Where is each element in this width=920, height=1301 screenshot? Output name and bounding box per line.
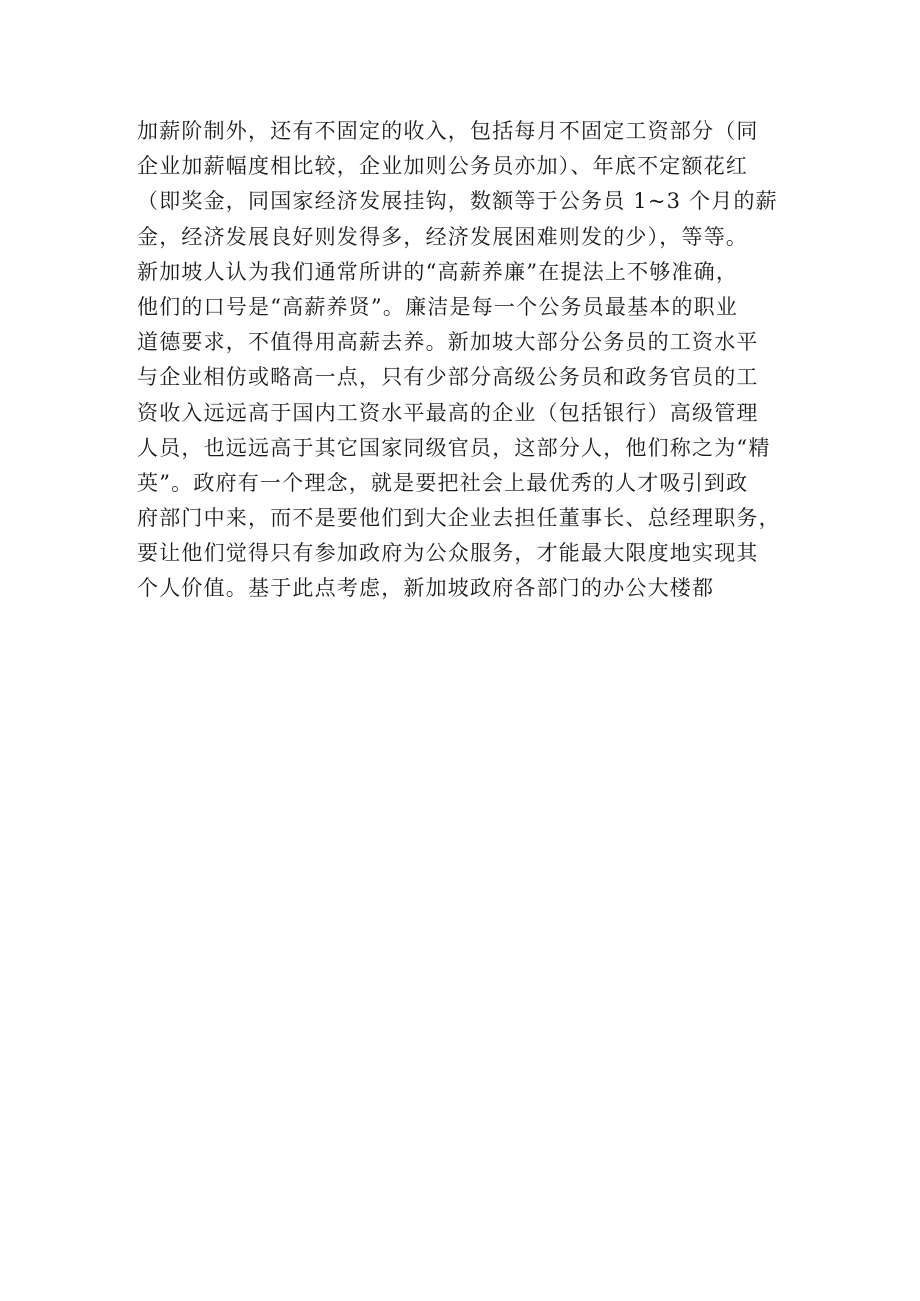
text-line: 要让他们觉得只有参加政府为公众服务，才能最大限度地实现其 bbox=[137, 541, 759, 566]
text-line: 金，经济发展良好则发得多，经济发展困难则发的少），等等。 bbox=[137, 224, 749, 249]
text-line: 资收入远远高于国内工资水平最高的企业（包括银行）高级管理 bbox=[137, 400, 759, 425]
text-line: 府部门中来，而不是要他们到大企业去担任董事长、总经理职务， bbox=[137, 506, 781, 531]
text-line: （即奖金，同国家经济发展挂钩，数额等于公务员 1~3 个月的薪 bbox=[137, 189, 778, 214]
body-paragraph bbox=[137, 114, 837, 607]
text-line: 他们的口号是“高薪养贤”。廉洁是每一个公务员最基本的职业 bbox=[137, 294, 739, 319]
text-line: 人员，也远远高于其它国家同级官员，这部分人，他们称之为“精 bbox=[137, 435, 771, 460]
text-line: 道德要求，不值得用高薪去养。新加坡大部分公务员的工资水平 bbox=[137, 330, 759, 355]
text-line: 加薪阶制外，还有不固定的收入，包括每月不固定工资部分（同 bbox=[137, 119, 759, 143]
text-line: 与企业相仿或略高一点，只有少部分高级公务员和政务官员的工 bbox=[137, 365, 759, 390]
text-line: 企业加薪幅度相比较，企业加则公务员亦加）、年底不定额花红 bbox=[137, 154, 749, 179]
text-line: 英”。政府有一个理念，就是要把社会上最优秀的人才吸引到政 bbox=[137, 470, 749, 495]
text-line: 新加坡人认为我们通常所讲的“高薪养廉”在提法上不够准确， bbox=[137, 259, 739, 284]
text-line: 个人价值。基于此点考虑，新加坡政府各部门的办公大楼都 bbox=[137, 576, 715, 601]
